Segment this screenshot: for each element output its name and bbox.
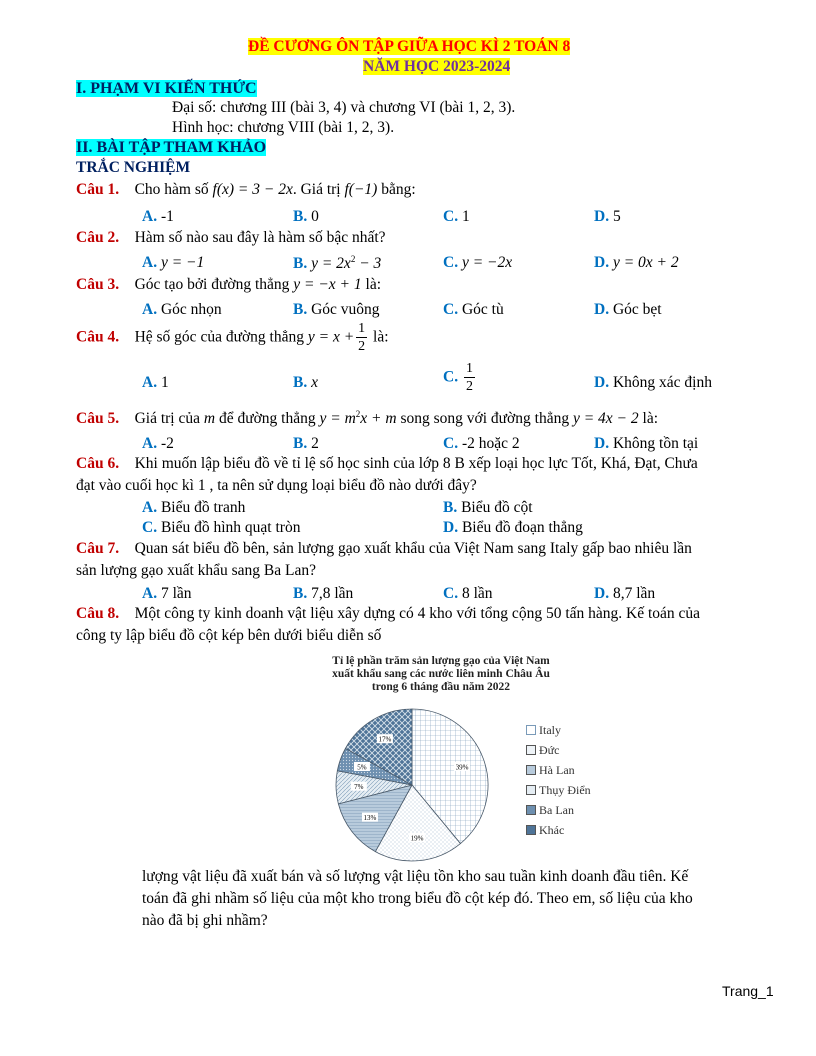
q6-option-c[interactable]: C. Biểu đồ hình quạt tròn [142, 519, 301, 536]
legend-swatch [526, 825, 536, 835]
question-3: Câu 3. Góc tạo bởi đường thẳng y = −x + 1 là: [76, 276, 382, 293]
q6-option-a[interactable]: A. Biểu đồ tranh [142, 499, 246, 516]
chart-title [296, 655, 586, 694]
section-2-heading: II. BÀI TẬP THAM KHẢO [76, 139, 267, 156]
pie-label-thuy-dien: 7% [354, 783, 364, 792]
scope-geometry: Hình học: chương VIII (bài 1, 2, 3). [172, 119, 395, 136]
pie-label-italy: 39% [455, 763, 469, 772]
q5-option-a[interactable]: A. -2 [142, 435, 174, 452]
q3-option-c[interactable]: C. Góc tù [443, 301, 504, 318]
q1-option-a[interactable]: A. -1 [142, 208, 174, 225]
legend-item-italy: Italy [526, 720, 591, 740]
pie-chart [330, 705, 500, 865]
q5-option-c[interactable]: C. -2 hoặc 2 [443, 435, 520, 452]
chart-title-line-2: xuất khẩu sang các nước liên minh Châu Âu [332, 668, 550, 680]
legend-item-duc: Đức [526, 740, 591, 760]
legend-item-khac: Khác [526, 820, 591, 840]
scope-algebra: Đại số: chương III (bài 3, 4) và chương VI (bài 1, 2, 3). [172, 99, 516, 116]
q2-option-b[interactable]: B. $y = 2x^2 - 3$ [293, 254, 382, 273]
q1-option-d[interactable]: D. 5 [594, 208, 621, 225]
q2-option-d[interactable]: D. y = 0x + 2 [594, 254, 679, 271]
q1-option-b[interactable]: B. 0 [293, 208, 319, 225]
chart-title-line-1: Tỉ lệ phần trăm sản lượng gạo của Việt Nam [332, 655, 550, 667]
q7-option-a[interactable]: A. 7 lần [142, 585, 192, 602]
q2-option-c[interactable]: C. y = −2x [443, 254, 513, 271]
question-8: Câu 8. Một công ty kinh doanh vật liệu xây dựng có 4 kho với tổng cộng 50 tấn hàng. Kế toán của [76, 605, 701, 622]
section-1-heading: I. PHẠM VI KIẾN THỨC [76, 80, 257, 97]
legend-item-ba-lan: Ba Lan [526, 800, 591, 820]
pie-label-ha-lan: 13% [363, 814, 377, 823]
multiple-choice-heading: TRẮC NGHIỆM [76, 159, 191, 176]
question-7-cont: sản lượng gạo xuất khẩu sang Ba Lan? [76, 562, 316, 579]
legend-swatch [526, 765, 536, 775]
question-8-cont-2: lượng vật liệu đã xuất bán và số lượng vật liệu tồn kho sau tuần kinh doanh đầu tiên. Kế [142, 868, 689, 885]
page-number: Trang_1 [722, 983, 774, 999]
q6-option-b[interactable]: B. Biểu đồ cột [443, 499, 533, 516]
question-8-cont-4: nào đã bị ghi nhầm? [142, 912, 268, 929]
pie-label-khac: 17% [378, 735, 392, 744]
pie-label-duc: 19% [410, 834, 424, 843]
q5-option-d[interactable]: D. Không tồn tại [594, 435, 699, 452]
legend-swatch [526, 745, 536, 755]
question-5: Câu 5. Giá trị của m để đường thẳng $y = m^2x + m$ song song với đường thẳng y = 4x − 2 là: [76, 409, 659, 428]
chart-legend [526, 720, 591, 840]
q5-option-b[interactable]: B. 2 [293, 435, 319, 452]
question-4: Câu 4. Hệ số góc của đường thẳng y = x + $\frac{1}{2}$ là: [76, 321, 389, 354]
page-title: ĐỀ CƯƠNG ÔN TẬP GIỮA HỌC KÌ 2 TOÁN 8 [248, 38, 571, 55]
q3-option-a[interactable]: A. Góc nhọn [142, 301, 222, 318]
q3-option-d[interactable]: D. Góc bẹt [594, 301, 662, 318]
question-6-cont: đạt vào cuối học kì 1 , ta nên sử dụng loại biểu đồ nào dưới đây? [76, 477, 477, 494]
q4-fraction: $\frac{1}{2}$ [358, 321, 366, 354]
school-year: NĂM HỌC 2023-2024 [363, 58, 511, 75]
question-6: Câu 6. Khi muốn lập biểu đồ về tỉ lệ số học sinh của lớp 8 B xếp loại học lực Tốt, Khá, Đạt, Chưa [76, 455, 698, 472]
q4-option-d[interactable]: D. Không xác định [594, 374, 712, 391]
question-7: Câu 7. Quan sát biểu đồ bên, sản lượng gạo xuất khẩu của Việt Nam sang Italy gấp bao nhiêu lần [76, 540, 692, 557]
pie-label-ba-lan: 5% [357, 763, 367, 772]
question-2: Câu 2. Hàm số nào sau đây là hàm số bậc nhất? [76, 229, 386, 246]
legend-swatch [526, 785, 536, 795]
question-1: Câu 1. Cho hàm số f(x) = 3 − 2x. Giá trị f(−1) bằng: [76, 181, 416, 198]
legend-swatch [526, 805, 536, 815]
q4-option-b[interactable]: B. x [293, 374, 318, 391]
q1-option-c[interactable]: C. 1 [443, 208, 470, 225]
chart-title-line-3: trong 6 tháng đầu năm 2022 [371, 681, 511, 693]
q3-option-b[interactable]: B. Góc vuông [293, 301, 380, 318]
q4-option-c[interactable]: C. $\frac{1}{2}$ [443, 361, 473, 394]
legend-swatch [526, 725, 536, 735]
q6-option-d[interactable]: D. Biểu đồ đoạn thẳng [443, 519, 583, 536]
question-8-cont-3: toán đã ghi nhầm số liệu của một kho trong biểu đồ cột kép đó. Theo em, số liệu của kho [142, 890, 693, 907]
q7-option-d[interactable]: D. 8,7 lần [594, 585, 656, 602]
question-8-cont: công ty lập biểu đồ cột kép bên dưới biểu diễn số [76, 627, 382, 644]
legend-item-ha-lan: Hà Lan [526, 760, 591, 780]
legend-item-thuy-dien: Thụy Điển [526, 780, 591, 800]
q7-option-c[interactable]: C. 8 lần [443, 585, 493, 602]
q2-option-a[interactable]: A. y = −1 [142, 254, 205, 271]
q7-option-b[interactable]: B. 7,8 lần [293, 585, 354, 602]
q4-option-a[interactable]: A. 1 [142, 374, 169, 391]
q4-option-c-fraction: $\frac{1}{2}$ [465, 361, 473, 394]
